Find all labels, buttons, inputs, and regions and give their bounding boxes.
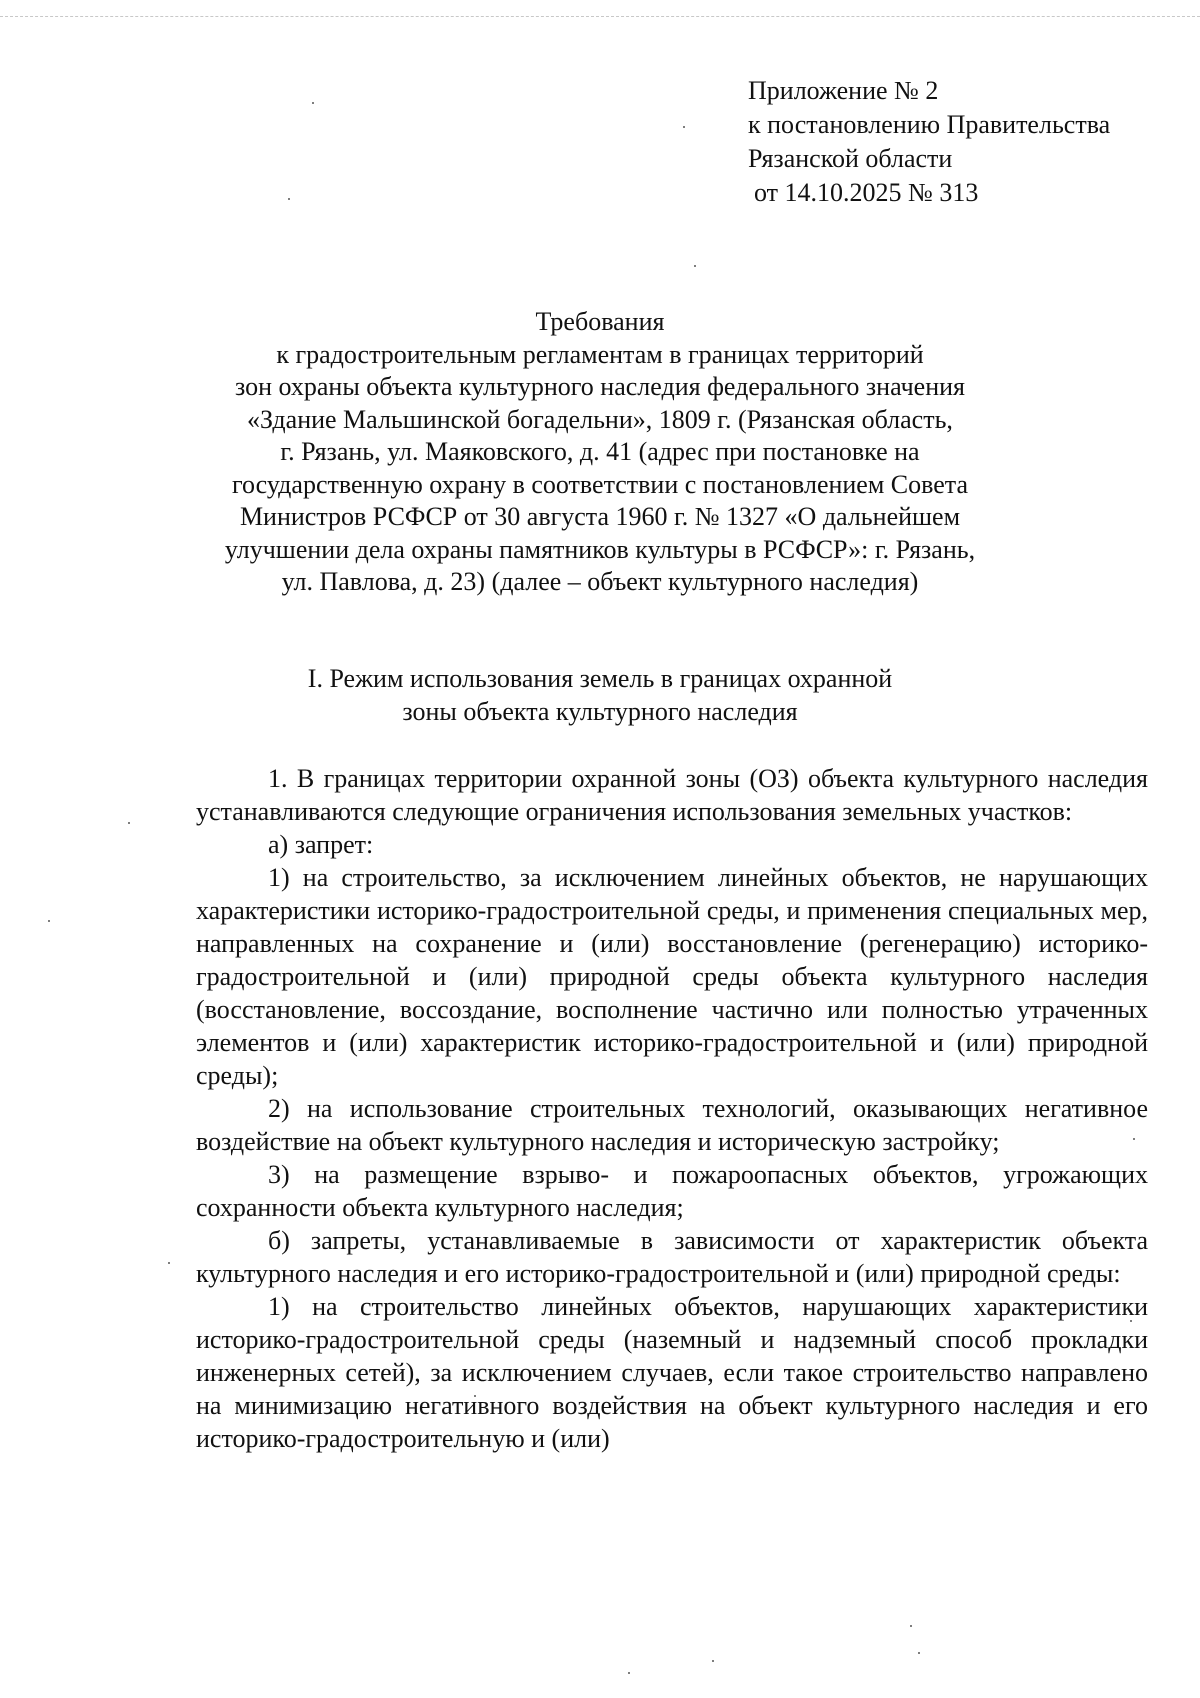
scan-speck	[288, 198, 290, 200]
title-line: «Здание Мальшинской богадельни», 1809 г. (Рязанская область,	[247, 404, 953, 434]
document-title	[160, 306, 1040, 599]
section-heading-line: зоны объекта культурного наследия	[402, 697, 798, 726]
scan-speck	[312, 102, 314, 104]
section-heading-line: I. Режим использования земель в границах охранной	[307, 664, 893, 693]
scan-edge-line	[0, 16, 1200, 17]
scan-speck	[694, 265, 696, 267]
scan-speck	[168, 1262, 170, 1264]
title-line: государственную охрану в соответствии с постановлением Совета	[231, 469, 969, 499]
title-line: зон охраны объекта культурного наследия федерального значения	[235, 372, 965, 401]
scan-speck	[918, 1652, 920, 1654]
title-line: улучшении дела охраны памятников культуры в РСФСР»: г. Рязань,	[224, 534, 976, 564]
scan-speck	[712, 1660, 714, 1662]
appendix-header	[748, 74, 1168, 210]
scan-speck	[48, 920, 50, 922]
appendix-resolution-ref: к постановлению Правительства	[748, 110, 1111, 139]
scan-speck	[910, 1625, 912, 1627]
paragraph: 1) на строительство линейных объектов, нарушающих характеристики историко-градостроительной среды (наземный и надземный способ прокладки инженерных сетей), за исключением случаев, если такое строительство направлено на минимизацию негативного воздействия на объект культурного наследия и его историко-градостроительную и (или)	[196, 1292, 1148, 1453]
paragraph: 1. В границах территории охранной зоны (ОЗ) объекта культурного наследия устанавливаются следующие ограничения использования земельных участков:	[196, 764, 1148, 826]
paragraph: а) запрет:	[268, 830, 374, 859]
title-line: к градостроительным регламентам в границах территорий	[276, 339, 924, 369]
paragraph: 3) на размещение взрыво- и пожароопасных объектов, угрожающих сохранности объекта культурного наследия;	[196, 1160, 1148, 1222]
scan-speck	[128, 822, 130, 824]
paragraph: б) запреты, устанавливаемые в зависимости от характеристик объекта культурного наследия и его историко-градостроительной и (или) природной среды:	[196, 1226, 1148, 1288]
title-line: Требования	[535, 307, 665, 336]
appendix-date-number: от 14.10.2025 № 313	[754, 178, 979, 207]
appendix-number: Приложение № 2	[748, 76, 939, 105]
document-body	[196, 762, 1148, 1455]
paragraph: 1) на строительство, за исключением линейных объектов, не нарушающих характеристики историко-градостроительной среды, и применения специальных мер, направленных на сохранение и (или) восстановление (регенерацию) историко-градостроительной и (или) природной среды объекта культурного наследия (восстановление, воссоздание, восполнение частично или полностью утраченных элементов и (или) характеристик историко-градостроительной и (или) природной среды);	[196, 863, 1148, 1090]
paragraph: 2) на использование строительных технологий, оказывающих негативное воздействие на объект культурного наследия и историческую застройку;	[196, 1094, 1148, 1156]
title-line: ул. Павлова, д. 23) (далее – объект культурного наследия)	[281, 567, 919, 596]
title-line: г. Рязань, ул. Маяковского, д. 41 (адрес при постановке на	[280, 437, 920, 466]
appendix-region: Рязанской области	[748, 144, 953, 173]
title-line: Министров РСФСР от 30 августа 1960 г. № 1327 «О дальнейшем	[239, 502, 961, 531]
scan-speck	[683, 126, 685, 128]
section-heading	[160, 662, 1040, 728]
scan-speck	[628, 1672, 630, 1674]
